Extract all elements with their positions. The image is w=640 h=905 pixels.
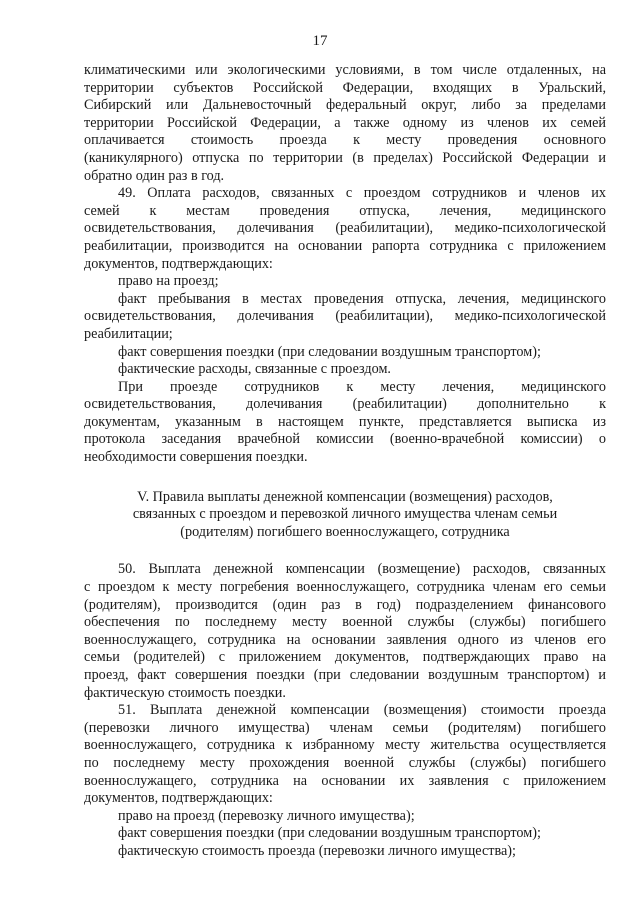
text-line: документов, подтверждающих: [84, 255, 273, 272]
text-line: фактические расходы, связанные с проездом. [118, 361, 391, 378]
text-line: 49. Оплата расходов, связанных с проездом сотрудников и членов их [118, 185, 606, 202]
text-line: необходимости совершения поездки. [84, 449, 308, 466]
heading-line: V. Правила выплаты денежной компенсации (возмещения) расходов, [137, 488, 553, 505]
text-line: оплачивается стоимость проезда к месту проведения основного [84, 132, 606, 149]
text-line: освидетельствования, долечивания (реабилитации), медико-психологической [84, 220, 606, 237]
text-line: с проездом к месту погребения военнослужащего, сотрудника членам его семьи [84, 579, 606, 596]
text-line: При проезде сотрудников к месту лечения, медицинского [118, 378, 606, 395]
paragraph-51 [84, 702, 606, 808]
text-line: освидетельствования, долечивания (реабилитации), медико-психологической [84, 308, 606, 325]
text-line: территории субъектов Российской Федерации, входящих в Уральский, [84, 79, 606, 96]
text-line: семьи (родителей) с приложением документов, подтверждающих право на [84, 649, 606, 666]
paragraph-continuation [84, 62, 606, 185]
text-line: фактическую стоимость поездки. [84, 684, 286, 701]
page-number: 17 [312, 33, 328, 49]
text-line: проезд, факт совершения поездки (при следовании воздушным транспортом) и [84, 667, 606, 683]
text-line: климатическими или экологическими условиями, в том числе отдаленных, на [84, 62, 606, 78]
text-line: реабилитации; [84, 325, 173, 342]
text-line: семей к местам проведения отпуска, лечения, медицинского [84, 202, 606, 219]
text-line: военнослужащего, сотрудника на основании их заявления с приложением [84, 772, 606, 789]
text-line: военнослужащего, сотрудника к избранному месту жительства осуществляется [84, 737, 606, 754]
text-line: территории Российской Федерации, а также одному из членов их семей [84, 114, 606, 131]
section-heading [84, 489, 606, 542]
text-line: (перевозки личного имущества) членам семьи (родителям) погибшего [84, 719, 606, 736]
text-line: документам, указанным в настоящем пункте, представляется выписка из [84, 413, 606, 430]
paragraph-49-item-4 [84, 361, 606, 379]
text-line: фактическую стоимость проезда (перевозки личного имущества); [118, 842, 516, 859]
text-line: обеспечения по последнему месту военной службы (службы) погибшего [84, 614, 606, 631]
text-line: освидетельствования, долечивания (реабилитации) дополнительно к [84, 396, 606, 413]
heading-line: связанных с проездом и перевозкой личного имущества членам семьи [132, 506, 558, 523]
paragraph-51-item-1 [84, 808, 606, 826]
paragraph-49-item-1 [84, 273, 606, 291]
text-line: документов, подтверждающих: [84, 790, 273, 807]
text-line: Сибирский или Дальневосточный федеральный округ, либо за пределами [84, 97, 606, 114]
paragraph-50 [84, 561, 606, 702]
text-line: право на проезд; [118, 273, 219, 290]
paragraph-49-note [84, 379, 606, 467]
text-line: (родителям), производится (один раз в год) подразделением финансового [84, 596, 606, 613]
paragraph-49-item-3 [84, 344, 606, 362]
text-line: протокола заседания врачебной комиссии (военно-врачебной комиссии) о [84, 431, 606, 448]
text-line: по последнему месту прохождения военной службы (службы) погибшего [84, 754, 606, 771]
text-line: факт совершения поездки (при следовании воздушным транспортом); [118, 343, 541, 360]
text-line: реабилитации, производится на основании рапорта сотрудника с приложением [84, 237, 606, 254]
text-line: военнослужащего, сотрудника на основании заявления одного из членов его [84, 631, 606, 648]
text-line: 50. Выплата денежной компенсации (возмещение) расходов, связанных [118, 561, 606, 578]
text-line: (каникулярного) отпуска по территории (в пределах) Российской Федерации и [84, 149, 606, 166]
text-line: право на проезд (перевозку личного имущества); [118, 807, 415, 824]
text-line: факт совершения поездки (при следовании воздушным транспортом); [118, 825, 541, 842]
text-line: обратно один раз в год. [84, 167, 225, 184]
paragraph-49-item-2 [84, 291, 606, 344]
text-line: факт пребывания в местах проведения отпуска, лечения, медицинского [118, 290, 606, 307]
paragraph-49 [84, 185, 606, 273]
paragraph-51-item-3 [84, 843, 606, 861]
document-body [84, 62, 606, 861]
paragraph-51-item-2 [84, 825, 606, 843]
text-line: 51. Выплата денежной компенсации (возмещения) стоимости проезда [118, 702, 606, 719]
heading-line: (родителям) погибшего военнослужащего, сотрудника [180, 523, 510, 540]
